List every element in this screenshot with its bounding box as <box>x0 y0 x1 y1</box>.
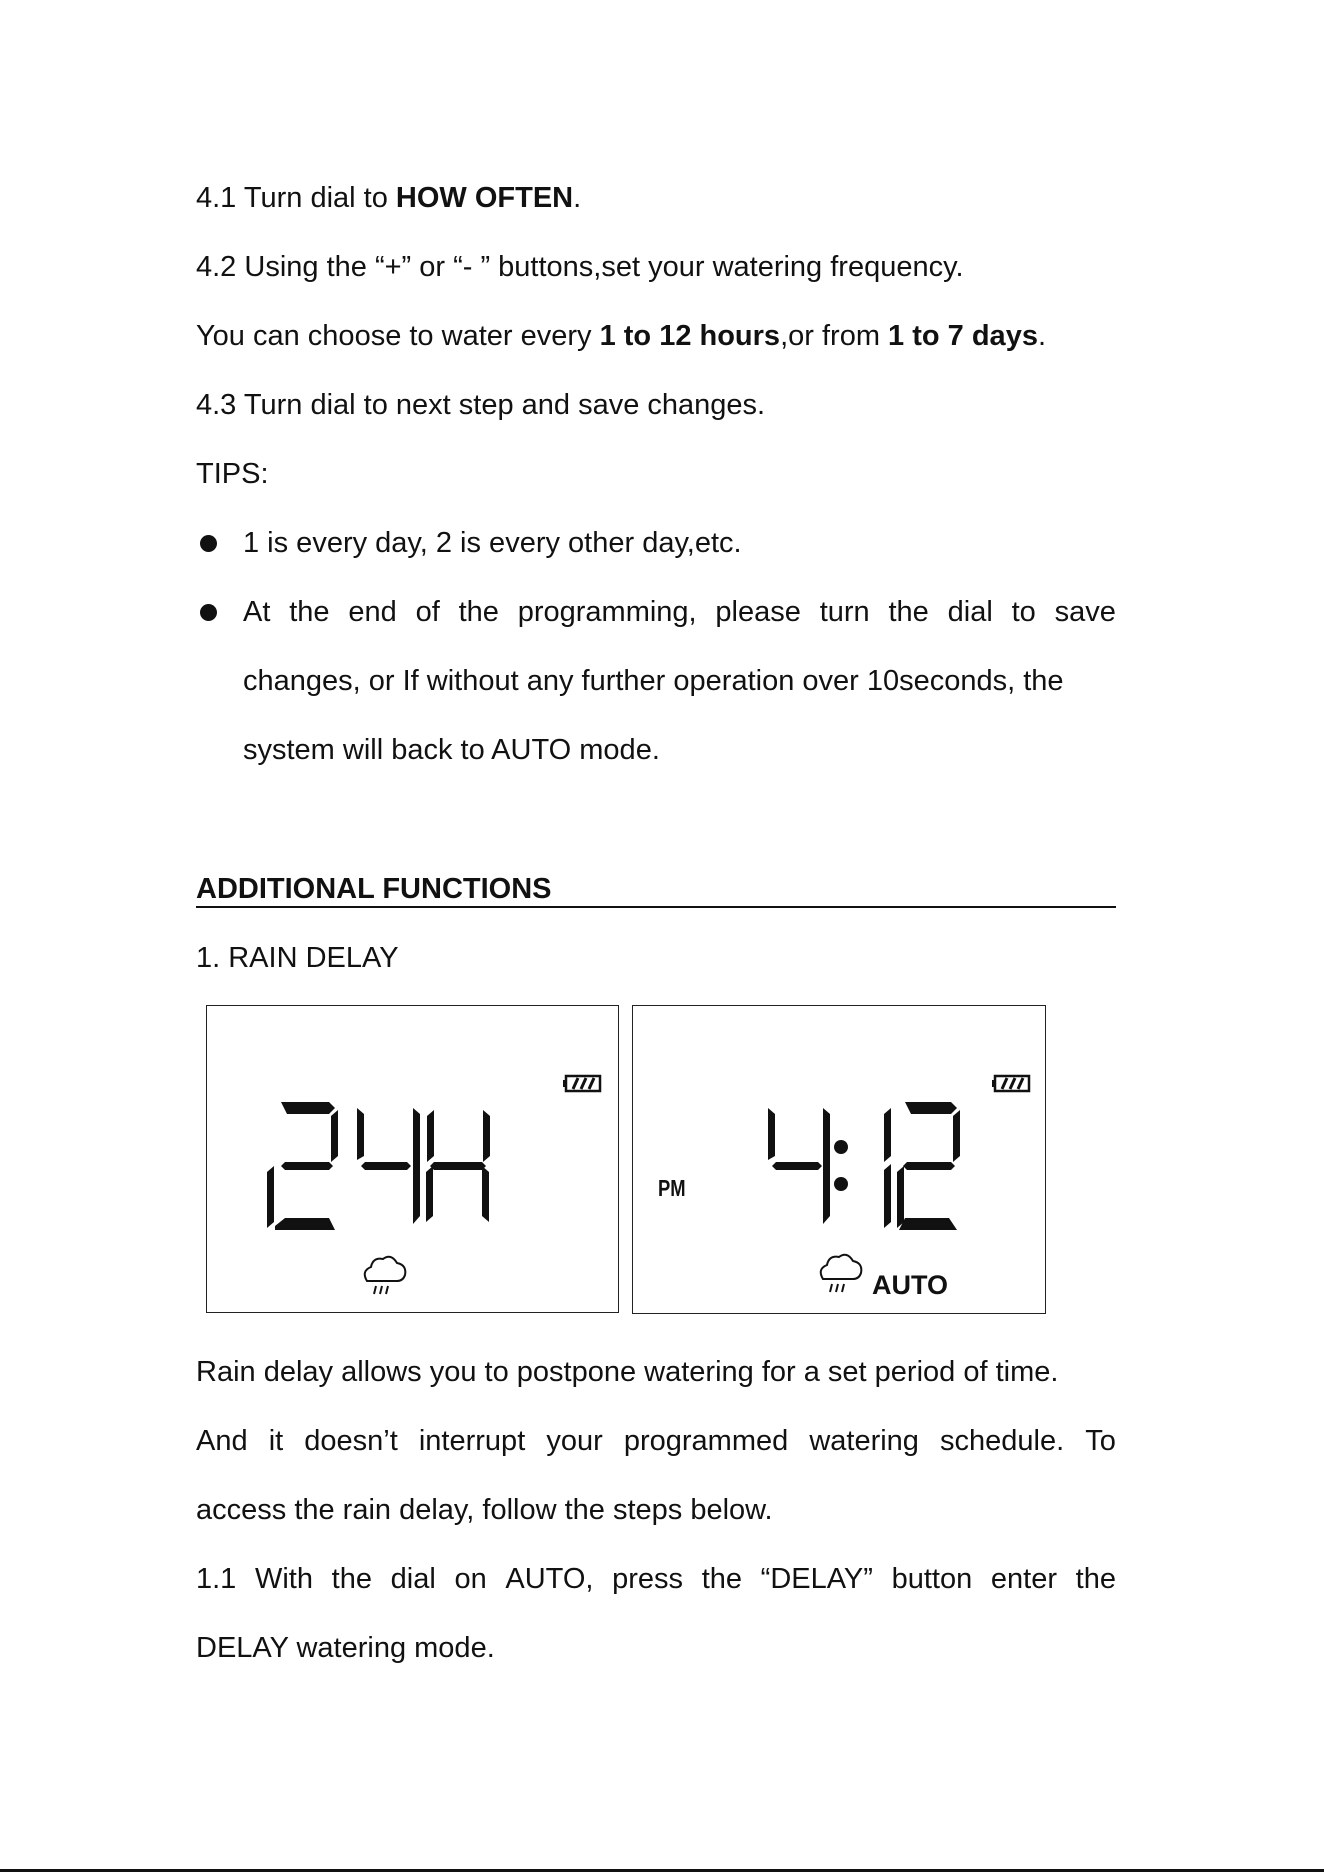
rain-delay-para-line-3: access the rain delay, follow the steps below. <box>196 1494 773 1526</box>
word: 1.1 <box>196 1563 237 1595</box>
step-4-2: 4.2 Using the “+” or “- ” buttons,set your watering frequency. <box>196 251 964 283</box>
battery-icon <box>563 1076 600 1091</box>
tip-2-line-3: system will back to AUTO mode. <box>243 734 660 766</box>
word: With <box>254 1563 313 1595</box>
word: button <box>891 1563 973 1595</box>
word: dial <box>390 1563 436 1595</box>
word: the <box>701 1563 743 1595</box>
bullet-icon <box>200 535 217 552</box>
word: “DELAY” <box>760 1563 873 1595</box>
step-4-1: 4.1 Turn dial to HOW OFTEN. <box>196 182 582 214</box>
tips-label: TIPS: <box>196 458 269 490</box>
how-often-label: HOW OFTEN <box>395 182 574 214</box>
word: your <box>546 1425 603 1457</box>
word: watering <box>809 1425 919 1457</box>
tip-2-line-2: changes, or If without any further operation over 10seconds, the <box>243 665 1064 697</box>
word: the <box>331 1563 372 1595</box>
lcd-digits-24h <box>267 1102 490 1230</box>
word: schedule. <box>940 1425 1065 1457</box>
battery-icon <box>992 1076 1029 1091</box>
pm-indicator: PM <box>658 1175 686 1201</box>
word: To <box>1085 1425 1116 1457</box>
word: end <box>348 596 397 628</box>
rain-cloud-icon <box>365 1257 406 1294</box>
word: the <box>1075 1563 1116 1595</box>
word: the <box>888 596 929 628</box>
word: programmed <box>623 1425 789 1457</box>
word: At <box>243 596 271 628</box>
rain-delay-para-line-2 <box>196 1423 1116 1459</box>
lcd-graphic <box>633 1006 1045 1313</box>
word: doesn’t <box>304 1425 398 1457</box>
word: interrupt <box>418 1425 526 1457</box>
tip-2-line-1 <box>243 594 1116 630</box>
word: of <box>415 596 440 628</box>
lcd-display-delay <box>206 1005 619 1313</box>
word: please <box>715 596 801 628</box>
lcd-graphic <box>207 1006 618 1312</box>
word: programming, <box>517 596 697 628</box>
bullet-icon <box>200 604 217 621</box>
word: save <box>1054 596 1116 628</box>
step-4-3: 4.3 Turn dial to next step and save changes. <box>196 389 766 421</box>
step-1-1-line-2: DELAY watering mode. <box>196 1632 495 1664</box>
word: the <box>458 596 499 628</box>
rain-delay-title: 1. RAIN DELAY <box>196 942 399 974</box>
lcd-digits-time <box>768 1102 960 1230</box>
tip-1: 1 is every day, 2 is every other day,etc. <box>243 527 742 559</box>
frequency-range-text: You can choose to water every 1 to 12 hours,or from 1 to 7 days. <box>196 320 1047 352</box>
word: on <box>454 1563 487 1595</box>
auto-mode-indicator: AUTO <box>872 1270 949 1300</box>
word: enter <box>990 1563 1057 1595</box>
word: dial <box>947 596 993 628</box>
word: the <box>289 596 330 628</box>
step-1-1-line-1 <box>196 1561 1116 1597</box>
lcd-display-auto <box>632 1005 1046 1314</box>
rain-cloud-icon <box>821 1255 862 1292</box>
rain-delay-para-line-1: Rain delay allows you to postpone watering for a set period of time. <box>196 1356 1059 1388</box>
word: turn <box>819 596 870 628</box>
word: And <box>196 1425 248 1457</box>
section-heading: ADDITIONAL FUNCTIONS <box>196 872 1116 908</box>
word: it <box>268 1425 284 1457</box>
word: press <box>612 1563 684 1595</box>
word: to <box>1011 596 1036 628</box>
word: AUTO, <box>505 1563 594 1595</box>
